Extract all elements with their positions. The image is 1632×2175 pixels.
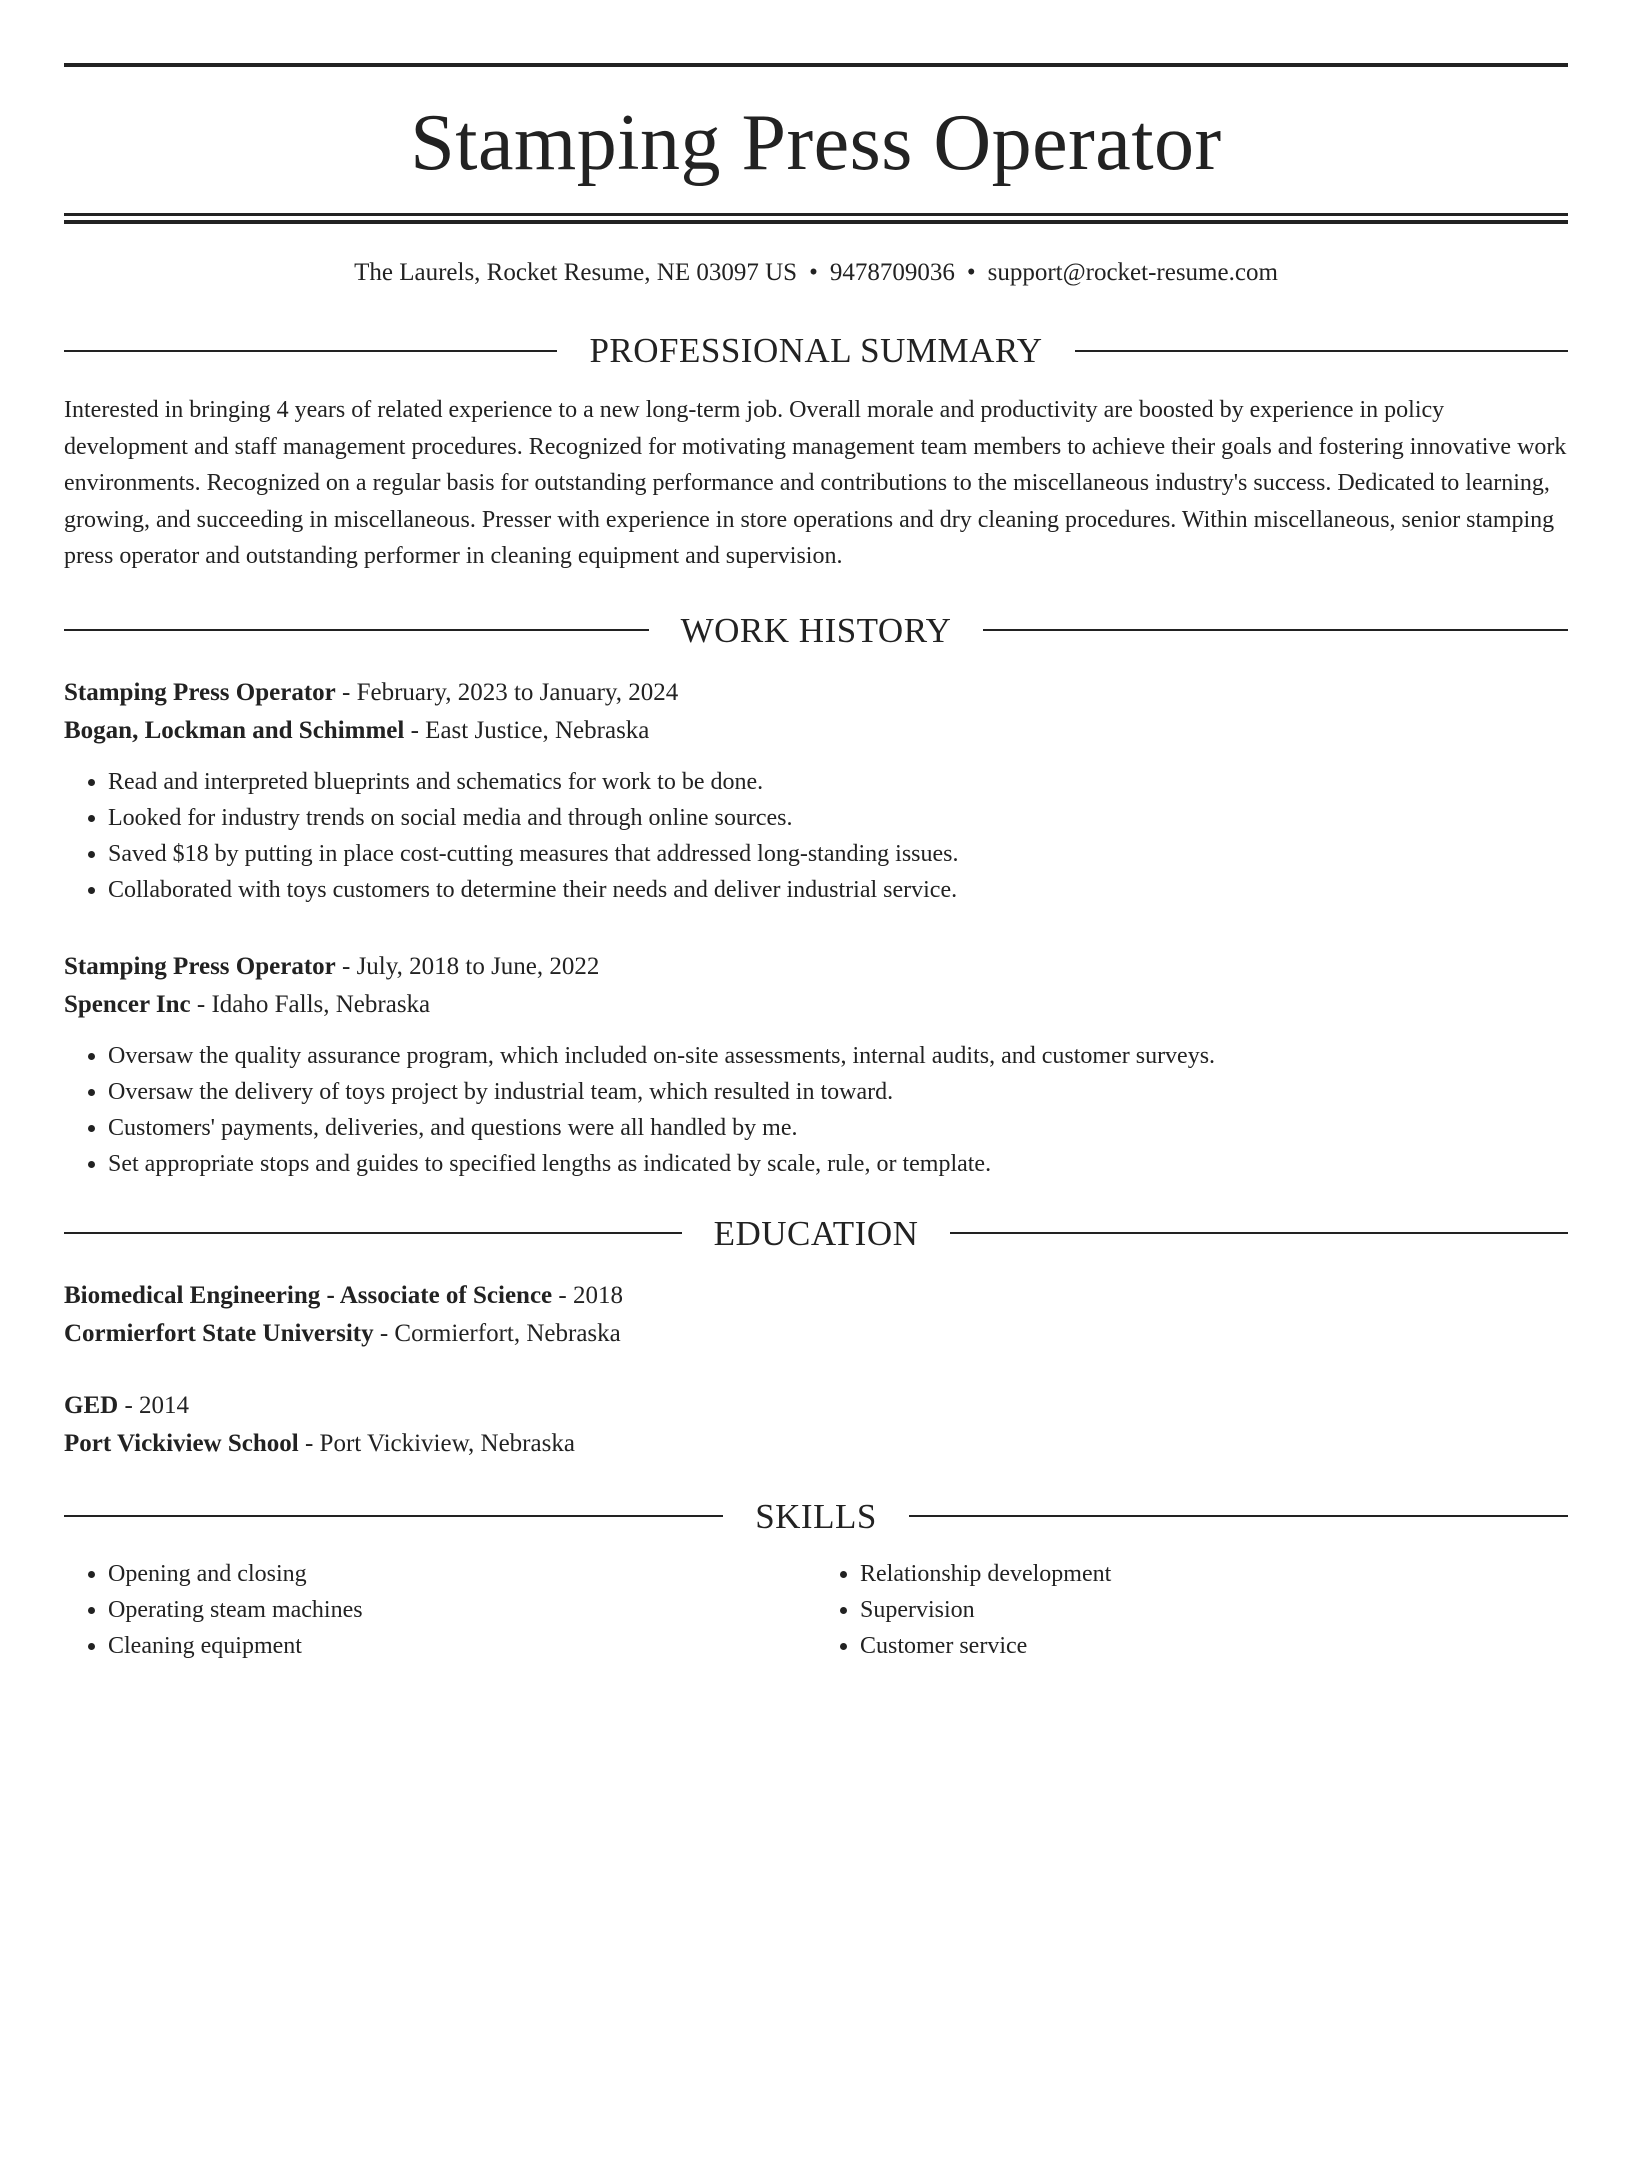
contact-email: support@rocket-resume.com	[987, 259, 1278, 286]
job-company-line	[64, 986, 1568, 1024]
job-company: Spencer Inc	[64, 990, 191, 1018]
job-title-line	[64, 948, 1568, 986]
list-item: • Collaborated with toys customers to determine their needs and deliver industrial service.	[108, 872, 1568, 908]
contact-address: The Laurels, Rocket Resume, NE 03097 US	[354, 259, 798, 286]
job-title-line	[64, 674, 1568, 712]
list-item: • Customers' payments, deliveries, and questions were all handled by me.	[108, 1110, 1568, 1146]
list-item: • Oversaw the delivery of toys project by industrial team, which resulted in toward.	[108, 1074, 1568, 1110]
education-location: - Port Vickiview, Nebraska	[298, 1429, 575, 1457]
education-school: Port Vickiview School	[64, 1429, 299, 1457]
resume-title: Stamping Press Operator	[410, 99, 1222, 187]
section-title: SKILLS	[755, 1496, 877, 1536]
section-title: WORK HISTORY	[680, 610, 952, 650]
job-bullets	[64, 764, 1568, 908]
education-school-line	[64, 1425, 1568, 1463]
education-year: - 2018	[552, 1281, 623, 1309]
skills-column-right	[816, 1556, 1568, 1664]
contact-separator: •	[809, 259, 818, 286]
education-school: Cormierfort State University	[64, 1319, 374, 1347]
education-entry	[64, 1277, 1568, 1353]
job-bullets	[64, 1038, 1568, 1182]
job-company-line	[64, 712, 1568, 750]
job-location: - East Justice, Nebraska	[404, 716, 650, 744]
education-school-line	[64, 1315, 1568, 1353]
job-company: Bogan, Lockman and Schimmel	[64, 716, 405, 744]
job-dates: - February, 2023 to January, 2024	[335, 678, 679, 706]
job-title: Stamping Press Operator	[64, 952, 336, 980]
skill-item: • Relationship development	[860, 1556, 1568, 1592]
skill-item: • Opening and closing	[108, 1556, 816, 1592]
job-entry	[64, 674, 1568, 908]
job-location: - Idaho Falls, Nebraska	[190, 990, 431, 1018]
list-item: • Read and interpreted blueprints and schematics for work to be done.	[108, 764, 1568, 800]
section-rule	[64, 350, 557, 352]
education-year: - 2014	[118, 1391, 190, 1419]
summary-paragraph: Interested in bringing 4 years of related experience to a new long-term job. Overall morale and productivity are boosted by experience in policy development and staff management procedures. Recognized for motivating management team members to achieve their goals and fostering innovative work environments. Recognized on a regular basis for outstanding performance and contributions to the miscellaneous industry's success. Dedicated to learning, growing, and succeeding in miscellaneous. Presser with experience in store operations and dry cleaning procedures. Within miscellaneous, senior stamping press operator and outstanding performer in cleaning equipment and supervision.	[64, 397, 1567, 569]
job-entry	[64, 948, 1568, 1182]
section-rule	[983, 629, 1568, 631]
list-item: • Saved $18 by putting in place cost-cutting measures that addressed long-standing issues.	[108, 836, 1568, 872]
skill-item: • Cleaning equipment	[108, 1628, 816, 1664]
section-header-work	[64, 610, 1568, 650]
skill-item: • Supervision	[860, 1592, 1568, 1628]
top-rule	[64, 63, 1568, 67]
contact-separator: •	[966, 259, 976, 286]
section-rule	[64, 629, 649, 631]
section-title: EDUCATION	[713, 1213, 919, 1253]
skill-item: • Customer service	[860, 1628, 1568, 1664]
section-rule	[909, 1515, 1568, 1517]
education-location: - Cormierfort, Nebraska	[373, 1319, 621, 1347]
section-title: PROFESSIONAL SUMMARY	[589, 331, 1043, 370]
education-degree-line	[64, 1277, 1568, 1315]
double-rule	[64, 213, 1568, 224]
section-rule	[64, 1232, 682, 1234]
list-item: • Set appropriate stops and guides to specified lengths as indicated by scale, rule, or template.	[108, 1146, 1568, 1182]
section-header-summary	[64, 333, 1568, 368]
skills-grid	[64, 1556, 1568, 1664]
job-title: Stamping Press Operator	[64, 678, 336, 706]
list-item: • Oversaw the quality assurance program, which included on-site assessments, internal audits, and customer surveys.	[108, 1038, 1568, 1074]
contact-line	[64, 260, 1568, 285]
section-header-education	[64, 1213, 1568, 1253]
job-dates: - July, 2018 to June, 2022	[335, 952, 600, 980]
list-item: • Looked for industry trends on social media and through online sources.	[108, 800, 1568, 836]
section-rule	[1075, 350, 1568, 352]
section-rule	[950, 1232, 1568, 1234]
section-header-skills	[64, 1496, 1568, 1536]
education-entry	[64, 1387, 1568, 1463]
education-degree: GED	[64, 1391, 119, 1419]
resume-page	[0, 63, 1632, 2175]
education-degree: Biomedical Engineering - Associate of Science	[64, 1281, 553, 1309]
contact-phone: 9478709036	[829, 259, 955, 286]
skills-column-left	[64, 1556, 816, 1664]
education-degree-line	[64, 1387, 1568, 1425]
section-rule	[64, 1515, 723, 1517]
skill-item: • Operating steam machines	[108, 1592, 816, 1628]
